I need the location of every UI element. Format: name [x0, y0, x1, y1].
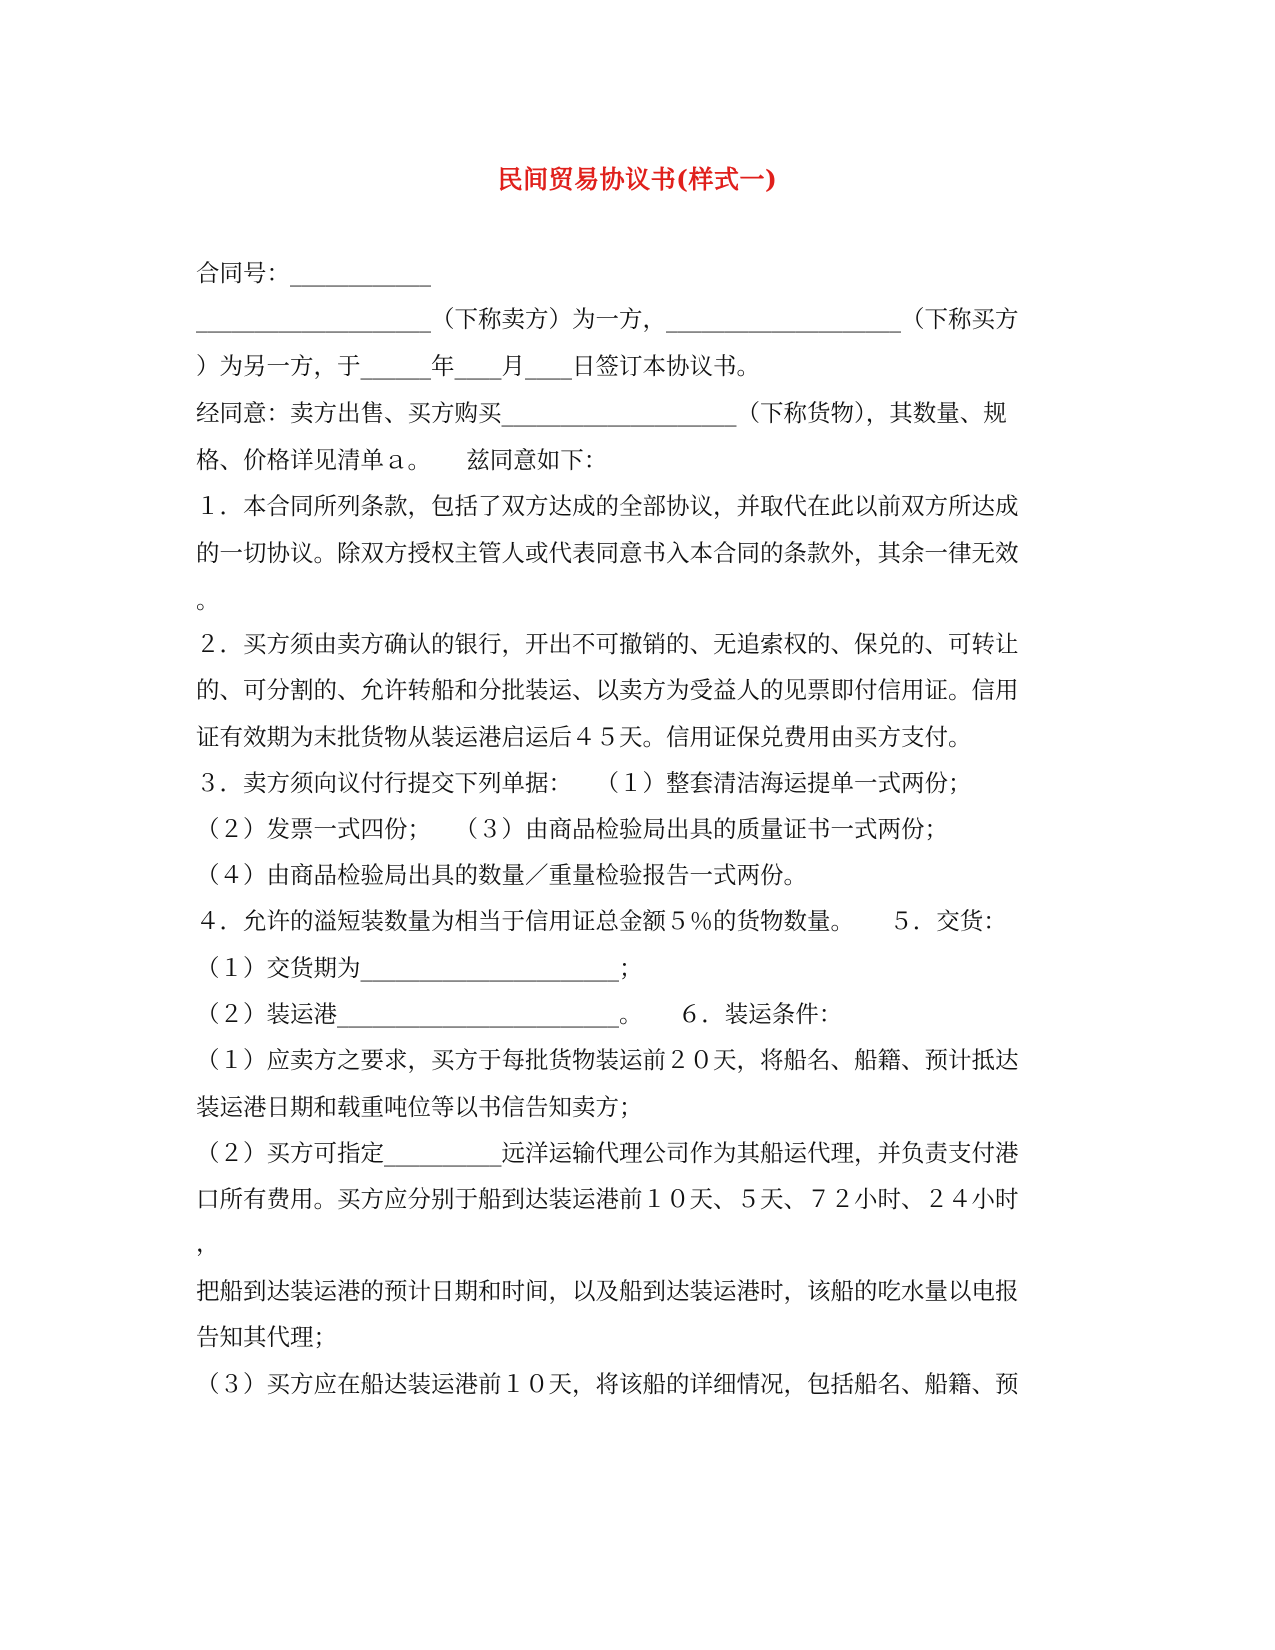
clause-3-line: （４）由商品检验局出具的数量／重量检验报告一式两份。 — [196, 861, 807, 889]
clause-2-line: 证有效期为末批货物从装运港启运后４５天。信用证保兑费用由买方支付。 — [196, 723, 972, 751]
clause-6-line: 装运港日期和载重吨位等以书信告知卖方； — [196, 1093, 643, 1121]
clause-6-line: 口所有费用。买方应分别于船到达装运港前１０天、５天、７２小时、２４小时 — [196, 1185, 1019, 1213]
body-line: ____________________（下称卖方）为一方，____________________（下称买方 — [196, 305, 1019, 333]
document-title: 民间贸易协议书(样式一) — [497, 165, 778, 194]
clause-5-line: （２）装运港________________________。 ６．装运条件： — [196, 1000, 843, 1028]
clause-3-line: （２）发票一式四份； （３）由商品检验局出具的质量证书一式两份； — [196, 815, 948, 843]
clause-4-line: ４．允许的溢短装数量为相当于信用证总金额５％的货物数量。 ５．交货： — [196, 907, 1007, 935]
body-line: 经同意：卖方出售、买方购买____________________（下称货物），其数量、规 — [196, 399, 1007, 427]
clause-2-line: ２．买方须由卖方确认的银行，开出不可撤销的、无追索权的、保兑的、可转让 — [196, 630, 1019, 658]
clause-6-line: （２）买方可指定__________远洋运输代理公司作为其船运代理，并负责支付港 — [196, 1139, 1019, 1167]
clause-6-line: （１）应卖方之要求，买方于每批货物装运前２０天，将船名、船籍、预计抵达 — [196, 1046, 1019, 1074]
clause-5-line: （１）交货期为______________________； — [196, 954, 643, 982]
clause-1-line: 。 — [196, 586, 220, 614]
body-line: 格、价格详见清单ａ。 兹同意如下： — [196, 446, 608, 474]
contract-number-line: 合同号：____________ — [196, 259, 431, 287]
clause-6-line: （３）买方应在船达装运港前１０天，将该船的详细情况，包括船名、船籍、预 — [196, 1370, 1019, 1398]
clause-1-line: 的一切协议。除双方授权主管人或代表同意书入本合同的条款外，其余一律无效 — [196, 539, 1019, 567]
clause-3-line: ３．卖方须向议付行提交下列单据： （１）整套清洁海运提单一式两份； — [196, 769, 972, 797]
clause-1-line: １．本合同所列条款，包括了双方达成的全部协议，并取代在此以前双方所达成 — [196, 492, 1019, 520]
clause-6-line: 告知其代理； — [196, 1323, 337, 1351]
clause-6-line: ， — [196, 1229, 220, 1257]
clause-6-line: 把船到达装运港的预计日期和时间，以及船到达装运港时，该船的吃水量以电报 — [196, 1277, 1019, 1305]
clause-2-line: 的、可分割的、允许转船和分批装运、以卖方为受益人的见票即付信用证。信用 — [196, 676, 1019, 704]
body-line: ）为另一方，于______年____月____日签订本协议书。 — [196, 352, 760, 380]
